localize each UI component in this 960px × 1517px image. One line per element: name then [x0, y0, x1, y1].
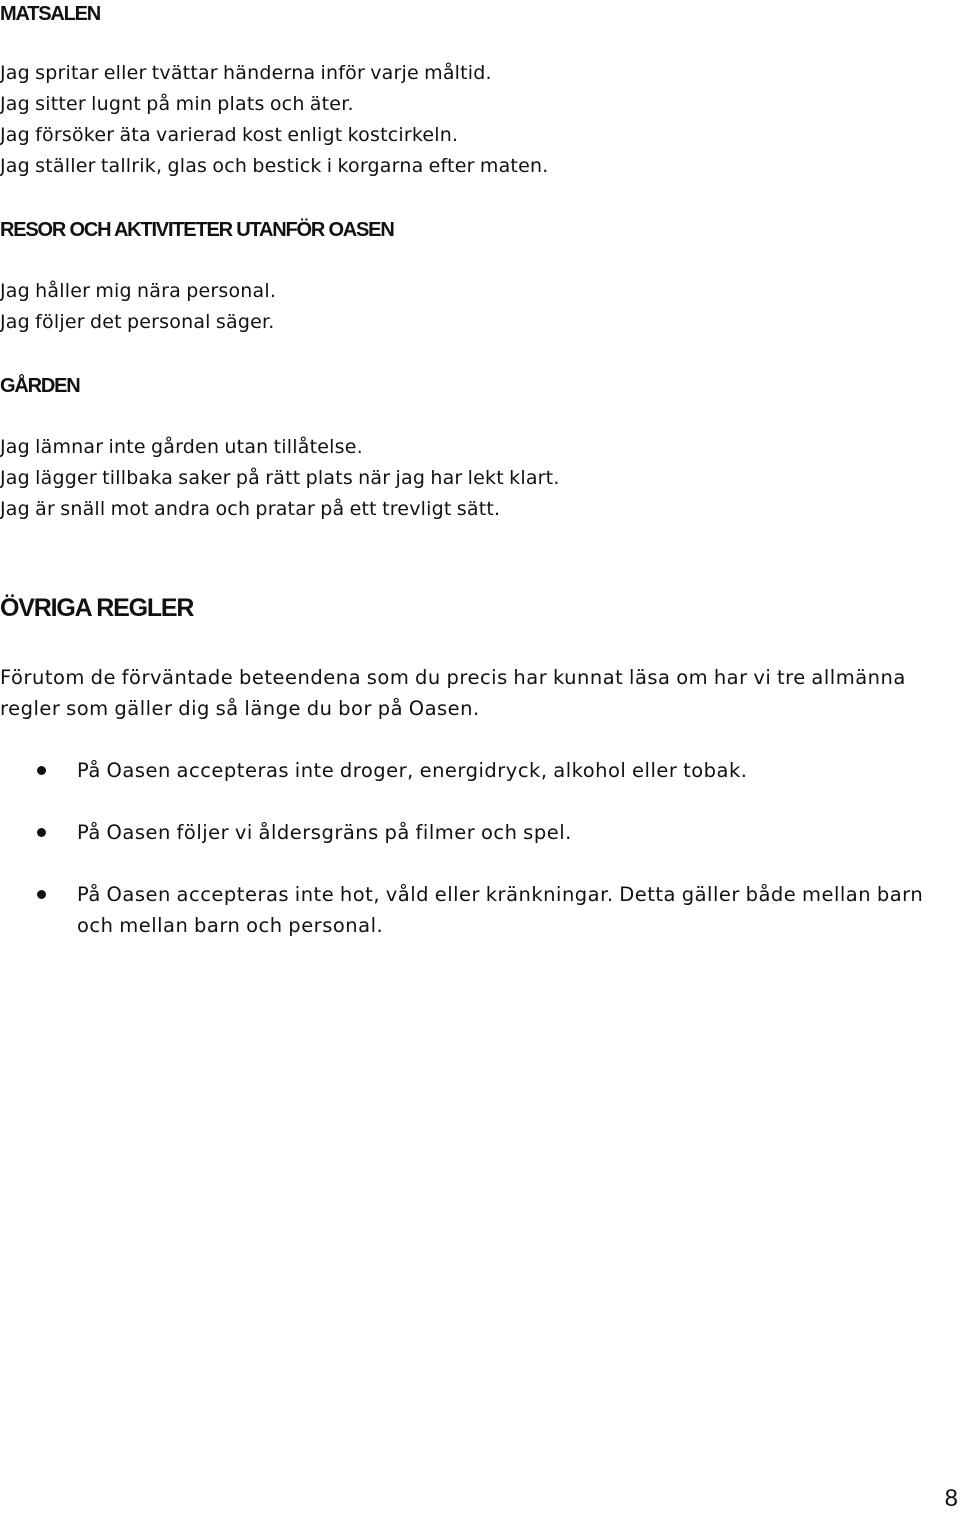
rule-line: Jag försöker äta varierad kost enligt kostcirkeln.	[0, 124, 459, 146]
section-heading-matsalen: MATSALEN	[0, 3, 101, 25]
rule-line: Jag ställer tallrik, glas och bestick i korgarna efter maten.	[0, 155, 549, 177]
page-number: 8	[944, 1485, 958, 1512]
rule-line: Jag följer det personal säger.	[0, 311, 275, 333]
bullet-icon	[37, 766, 46, 775]
section-heading-resor: RESOR OCH AKTIVITETER UTANFÖR OASEN	[0, 219, 394, 241]
intro-paragraph: Förutom de förväntade beteendena som du precis har kunnat läsa om har vi tre allmänna regler som gäller dig så länge du bor på Oasen.	[0, 666, 906, 720]
bullet-item	[0, 817, 940, 848]
bullet-item	[0, 755, 940, 786]
bullet-text: På Oasen följer vi åldersgräns på filmer och spel.	[77, 821, 572, 844]
rule-line: Jag sitter lugnt på min plats och äter.	[0, 93, 354, 115]
general-rules-list	[0, 755, 940, 941]
bullet-text: På Oasen accepteras inte droger, energidryck, alkohol eller tobak.	[77, 759, 748, 782]
bullet-icon	[37, 828, 46, 837]
rule-line: Jag håller mig nära personal.	[0, 280, 277, 302]
rule-line: Jag lämnar inte gården utan tillåtelse.	[0, 436, 363, 458]
section-heading-ovriga: ÖVRIGA REGLER	[0, 594, 194, 622]
bullet-item	[0, 879, 940, 941]
rule-line: Jag är snäll mot andra och pratar på ett trevligt sätt.	[0, 498, 501, 520]
section-heading-garden: GÅRDEN	[0, 375, 80, 397]
rule-line: Jag lägger tillbaka saker på rätt plats när jag har lekt klart.	[0, 467, 560, 489]
rules-list-resor	[0, 276, 276, 338]
rule-line: Jag spritar eller tvättar händerna inför varje måltid.	[0, 62, 492, 84]
bullet-icon	[37, 890, 46, 899]
bullet-text: På Oasen accepteras inte hot, våld eller kränkningar. Detta gäller både mellan barn och mellan barn och personal.	[77, 883, 924, 937]
rules-list-matsalen	[0, 58, 548, 182]
rules-list-garden	[0, 432, 560, 525]
